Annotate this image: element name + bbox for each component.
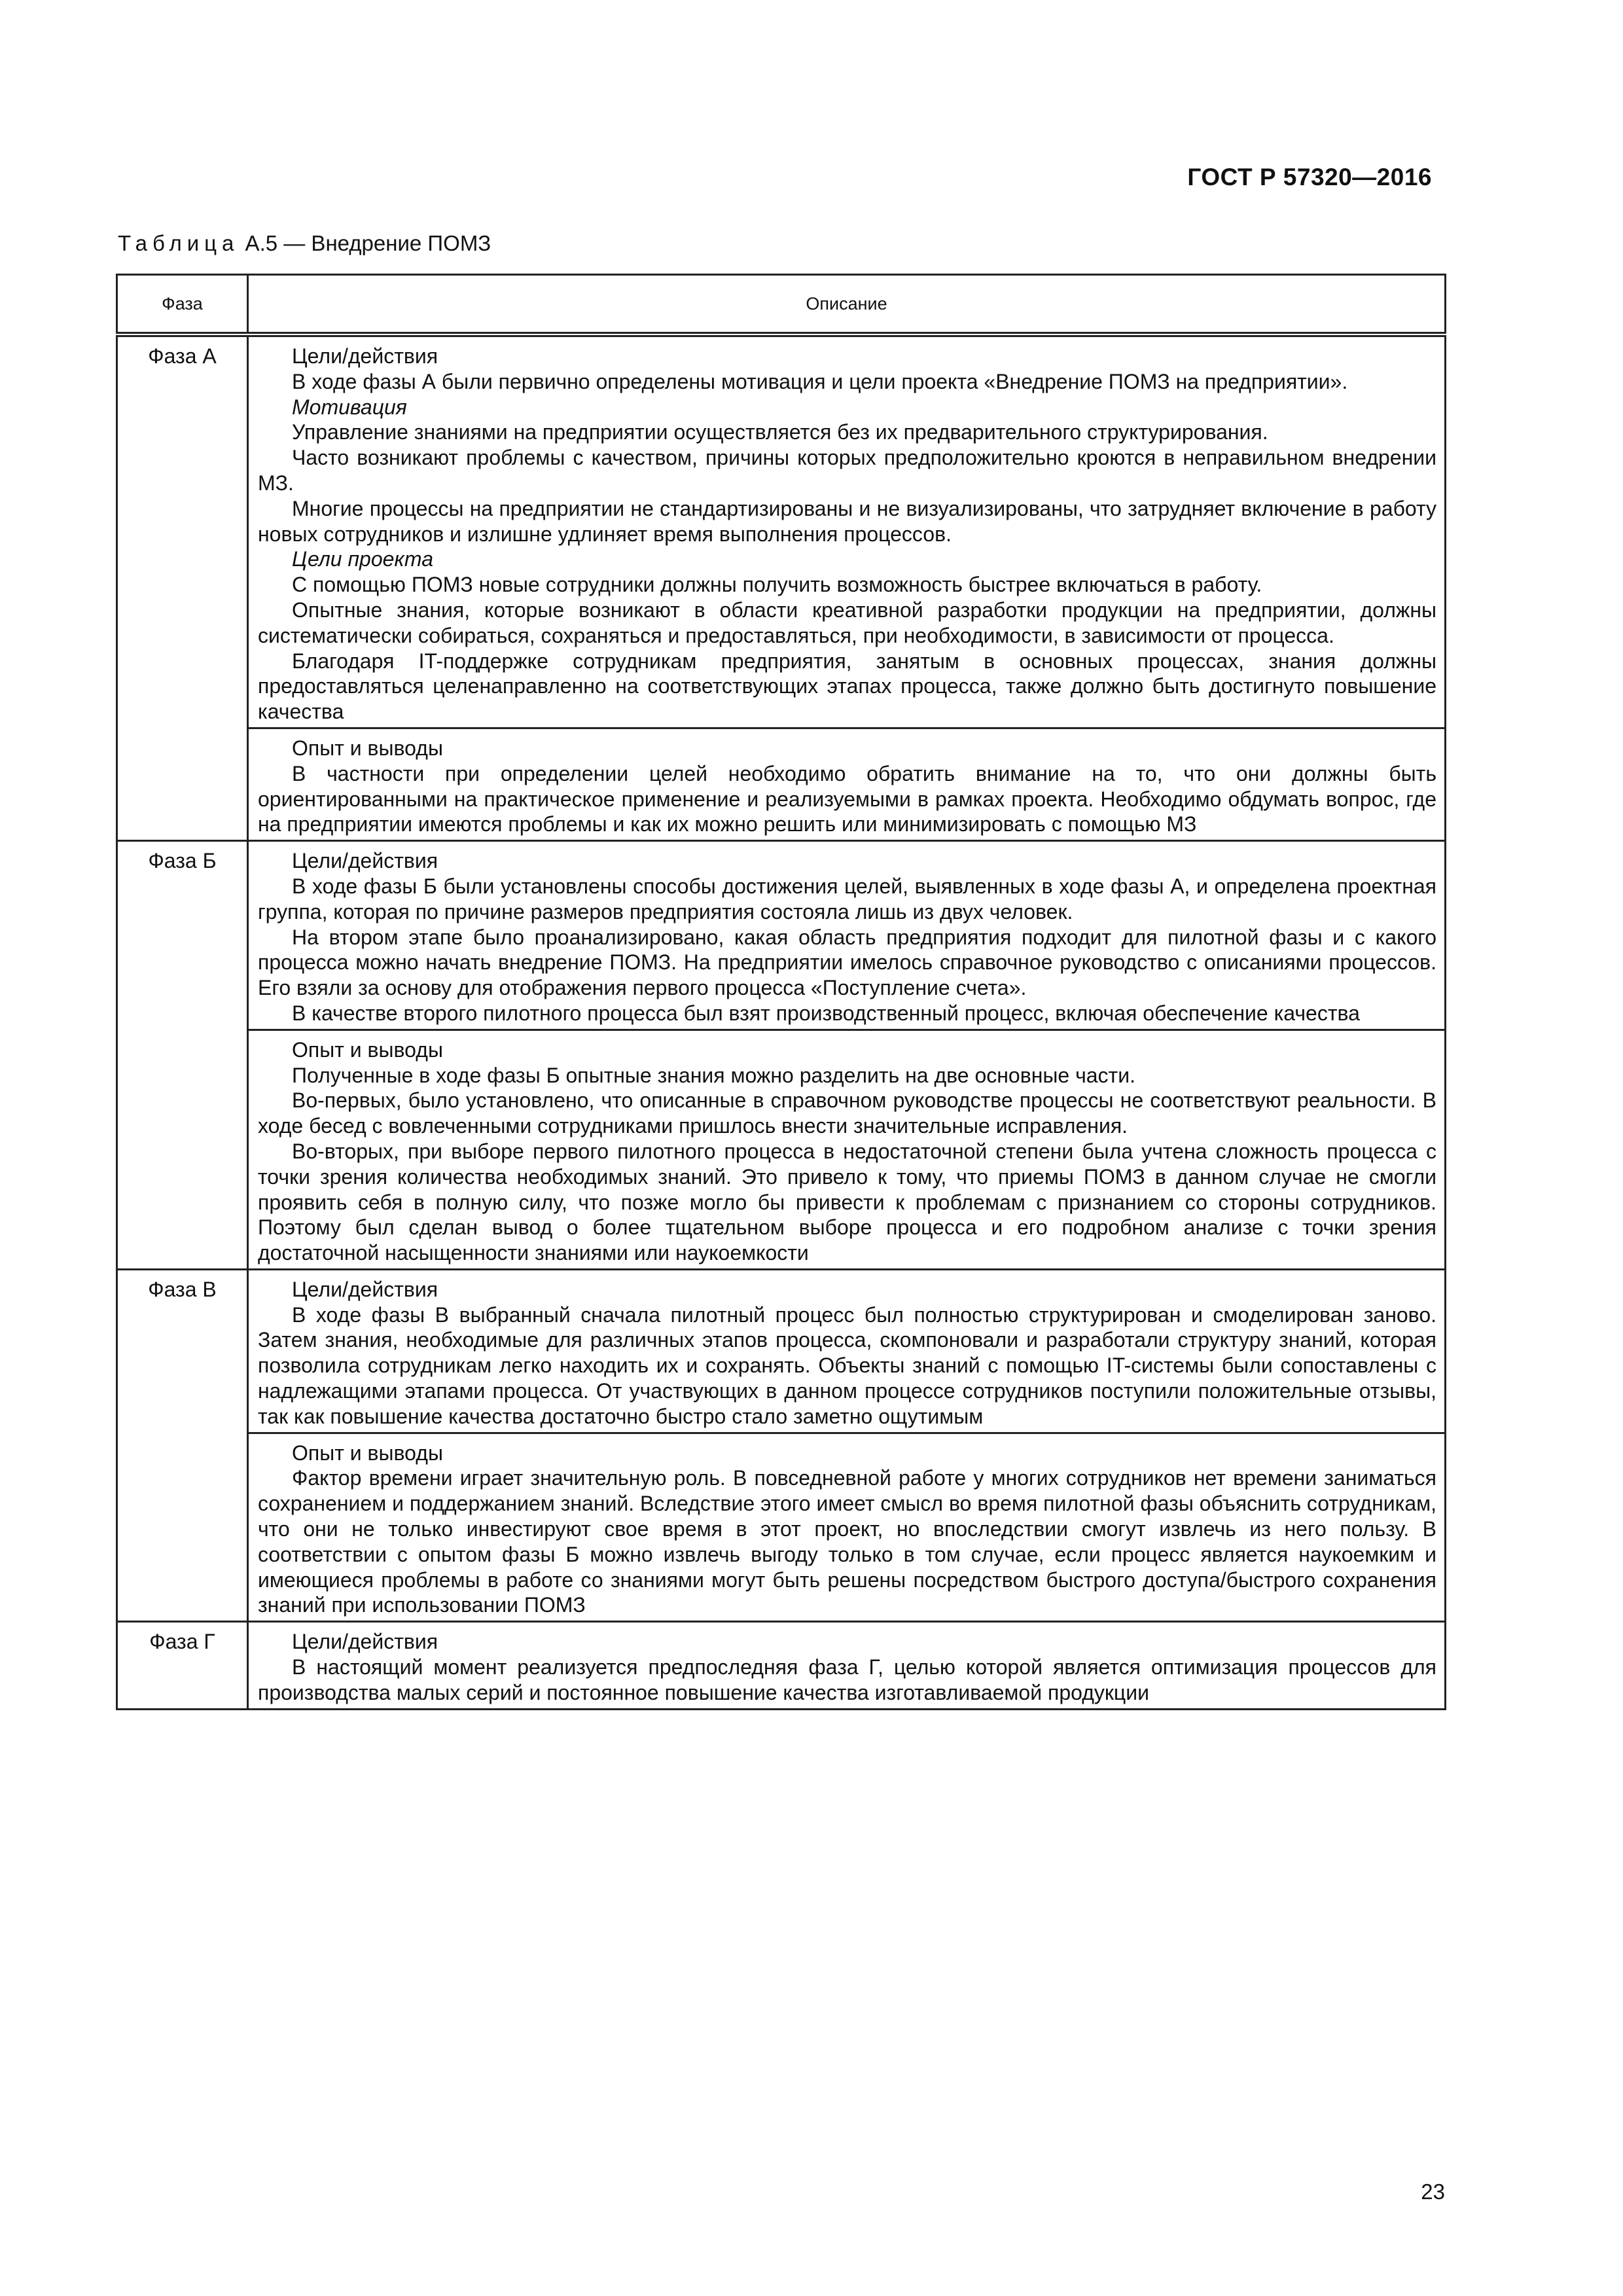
description-paragraph: Опыт и выводы <box>292 1441 443 1465</box>
description-paragraph: В качестве второго пилотного процесса был взят производственный процесс, включая обеспечение качества <box>292 1001 1360 1025</box>
table-row <box>117 1030 1446 1269</box>
description-paragraph: Полученные в ходе фазы Б опытные знания можно разделить на две основные части. <box>292 1063 1135 1087</box>
description-paragraph: В ходе фазы А были первично определены мотивация и цели проекта «Внедрение ПОМЗ на предприятии». <box>292 369 1348 393</box>
description-cell <box>248 334 1446 728</box>
description-paragraph: В частности при определении целей необходимо обратить внимание на то, что они должны быть ориентированными на практическое применение и реализуемыми в рамках проекта. Необходимо обдумать вопрос, где на предприятии имеются проблемы и как их можно решить или минимизировать с помощью МЗ <box>258 761 1436 836</box>
description-paragraph: Многие процессы на предприятии не стандартизированы и не визуализированы, что затрудняет включение в работу новых сотрудников и излишне удлиняет время выполнения процессов. <box>258 496 1436 546</box>
description-paragraph: Мотивация <box>292 395 407 419</box>
description-cell <box>248 728 1446 840</box>
description-paragraph: Опыт и выводы <box>292 1037 443 1062</box>
table-row <box>117 334 1446 728</box>
description-cell <box>248 841 1446 1030</box>
description-cell <box>248 1433 1446 1622</box>
phase-cell: Фаза А <box>117 334 248 841</box>
description-paragraph: Благодаря IT-поддержке сотрудникам предприятия, занятым в основных процессах, знания должны предоставляться целенаправленно на соответствующих этапах процесса, также должно быть достигнуто повышение качества <box>258 649 1436 724</box>
description-paragraph: Цели/действия <box>292 849 438 873</box>
description-cell <box>248 1030 1446 1269</box>
description-paragraph: Во-вторых, при выборе первого пилотного процесса в недостаточной степени была учтена сложность процесса с точки зрения количества необходимых знаний. Это привело к тому, что приемы ПОМЗ в данном случае не смогли проявить себя в полную силу, что позже могло бы привести к проблемам с признанием со стороны сотрудников. Поэтому был сделан вывод о более тщательном выборе процесса и его подробном анализе с точки зрения достаточной насыщенности знаниями или наукоемкости <box>258 1139 1436 1265</box>
table-row <box>117 1269 1446 1433</box>
phase-cell: Фаза Г <box>117 1622 248 1709</box>
table-row <box>117 841 1446 1030</box>
description-paragraph: Во-первых, было установлено, что описанные в справочном руководстве процессы не соответствуют реальности. В ходе бесед с вовлеченными сотрудниками пришлось внести значительные исправления. <box>258 1088 1436 1138</box>
table-row <box>117 1433 1446 1622</box>
table-caption-text: А.5 — Внедрение ПОМЗ <box>239 231 491 255</box>
description-paragraph: Цели/действия <box>292 1277 438 1301</box>
description-paragraph: Цели проекта <box>292 547 433 571</box>
implementation-table <box>116 274 1446 1710</box>
table-row <box>117 728 1446 840</box>
description-paragraph: С помощью ПОМЗ новые сотрудники должны получить возможность быстрее включаться в работу. <box>292 573 1262 597</box>
description-paragraph: Часто возникают проблемы с качеством, причины которых предположительно кроются в неправильном внедрении МЗ. <box>258 446 1436 495</box>
description-paragraph: На втором этапе было проанализировано, какая область предприятия подходит для пилотной фазы и с какого процесса можно начать внедрение ПОМЗ. На предприятии имелось справочное руководство с описаниями процессов. Его взяли за основу для отображения первого процесса «Поступление счета». <box>258 925 1436 1000</box>
table-row <box>117 1622 1446 1709</box>
column-header-description: Описание <box>248 275 1446 335</box>
column-header-phase: Фаза <box>117 275 248 335</box>
document-id-header: ГОСТ Р 57320—2016 <box>1187 164 1432 190</box>
table-caption-label: Таблица <box>118 231 240 255</box>
phase-cell: Фаза В <box>117 1269 248 1621</box>
phase-cell: Фаза Б <box>117 841 248 1270</box>
description-paragraph: Фактор времени играет значительную роль. В повседневной работе у многих сотрудников нет времени заниматься сохранением и поддержанием знаний. Вследствие этого имеет смысл во время пилотной фазы объяснить сотрудникам, что они не только инвестируют свое время в этот проект, но впоследствии смогут извлечь из него пользу. В соответствии с опытом фазы Б можно извлечь выгоду только в том случае, если процесс является наукоемким и имеющиеся проблемы в работе со знаниями могут быть решены посредством быстрого доступа/быстрого сохранения знаний при использовании ПОМЗ <box>258 1466 1436 1617</box>
description-paragraph: Опыт и выводы <box>292 736 443 760</box>
description-paragraph: Цели/действия <box>292 1630 438 1654</box>
page-number: 23 <box>1421 2179 1445 2204</box>
description-paragraph: В настоящий момент реализуется предпоследняя фаза Г, целью которой является оптимизация процессов для производства малых серий и постоянное повышение качества изготавливаемой продукции <box>258 1655 1436 1704</box>
table-body <box>117 334 1446 1709</box>
table-header-row <box>117 275 1446 335</box>
description-paragraph: Управление знаниями на предприятии осуществляется без их предварительного структурирования. <box>292 420 1268 444</box>
description-paragraph: В ходе фазы В выбранный сначала пилотный процесс был полностью структурирован и смоделирован заново. Затем знания, необходимые для различных этапов процесса, скомпоновали и разработали структуру знаний, которая позволила сотрудникам легко находить их и сохранять. Объекты знаний с помощью IT-системы были сопоставлены с надлежащими этапами процесса. От участвующих в данном процессе сотрудников поступили положительные отзывы, так как повышение качества достаточно быстро стало заметно ощутимым <box>258 1302 1436 1428</box>
description-paragraph: Опытные знания, которые возникают в области креативной разработки продукции на предприятии, должны систематически собираться, сохраняться и предоставляться, при необходимости, в зависимости от процесса. <box>258 598 1436 647</box>
description-cell <box>248 1269 1446 1433</box>
description-paragraph: В ходе фазы Б были установлены способы достижения целей, выявленных в ходе фазы А, и определена проектная группа, которая по причине размеров предприятия состояла лишь из двух человек. <box>258 874 1436 924</box>
table-caption <box>118 231 491 256</box>
description-paragraph: Цели/действия <box>292 344 438 368</box>
description-cell <box>248 1622 1446 1709</box>
